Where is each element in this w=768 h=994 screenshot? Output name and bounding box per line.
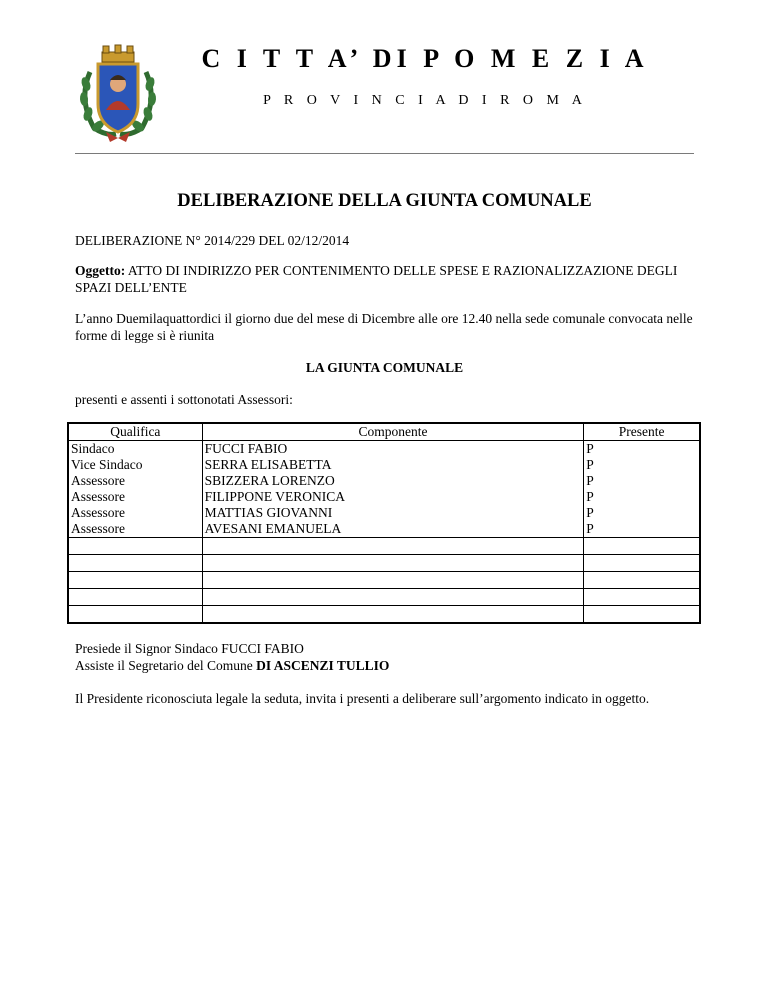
subject-text: ATTO DI INDIRIZZO PER CONTENIMENTO DELLE SPESE E RAZIONALIZZAZIONE DEGLI SPAZI DELL’ENTE (75, 263, 678, 295)
header-componente: Componente (202, 423, 584, 441)
header-divider (75, 153, 694, 154)
province-subtitle: P R O V I N C I A D I R O M A (263, 93, 587, 108)
closing-paragraph: Il Presidente riconosciuta legale la seduta, invita i presenti a deliberare sull’argomento indicato in oggetto. (75, 691, 650, 706)
cell-qualifica: Assessore (68, 505, 202, 521)
header-presente: Presente (584, 423, 700, 441)
table-row (68, 457, 700, 473)
assembly-heading: LA GIUNTA COMUNALE (305, 360, 464, 375)
document-title: DELIBERAZIONE DELLA GIUNTA COMUNALE (177, 191, 592, 211)
president-line: Presiede il Signor Sindaco FUCCI FABIO (75, 641, 304, 656)
empty-table-row (68, 572, 700, 589)
subject-label: Oggetto: (75, 263, 126, 278)
cell-componente: SERRA ELISABETTA (202, 457, 584, 473)
empty-table-row (68, 555, 700, 572)
secretary-prefix: Assiste il Segretario del Comune (75, 658, 257, 673)
cell-qualifica: Vice Sindaco (68, 457, 202, 473)
subject-paragraph (75, 262, 694, 296)
city-title: C I T T A’ DI P O M E Z I A (201, 44, 649, 73)
cell-qualifica: Assessore (68, 521, 202, 538)
cell-presente: P (584, 473, 700, 489)
table-row (68, 473, 700, 489)
cell-componente: AVESANI EMANUELA (202, 521, 584, 538)
cell-presente: P (584, 489, 700, 505)
presence-intro: presenti e assenti i sottonotati Assessori: (75, 392, 293, 407)
cell-componente: SBIZZERA LORENZO (202, 473, 584, 489)
cell-componente: FILIPPONE VERONICA (202, 489, 584, 505)
cell-presente: P (584, 521, 700, 538)
cell-presente: P (584, 441, 700, 458)
table-row (68, 441, 700, 458)
members-table (67, 422, 701, 624)
table-row (68, 521, 700, 538)
cell-qualifica: Sindaco (68, 441, 202, 458)
intro-paragraph: L’anno Duemilaquattordici il giorno due del mese di Dicembre alle ore 12.40 nella sede comunale convocata nelle forme di legge si è riunita (75, 311, 693, 343)
deliberation-number: DELIBERAZIONE N° 2014/229 DEL 02/12/2014 (75, 233, 350, 248)
empty-table-row (68, 538, 700, 555)
cell-presente: P (584, 457, 700, 473)
table-row (68, 505, 700, 521)
cell-componente: MATTIAS GIOVANNI (202, 505, 584, 521)
cell-qualifica: Assessore (68, 489, 202, 505)
table-row (68, 489, 700, 505)
empty-table-row (68, 589, 700, 606)
secretary-line (75, 657, 694, 674)
table-header-row (68, 423, 700, 441)
cell-componente: FUCCI FABIO (202, 441, 584, 458)
header-qualifica: Qualifica (68, 423, 202, 441)
secretary-name: DI ASCENZI TULLIO (256, 658, 390, 673)
coat-of-arms-icon (76, 44, 160, 144)
cell-presente: P (584, 505, 700, 521)
empty-table-row (68, 606, 700, 624)
cell-qualifica: Assessore (68, 473, 202, 489)
